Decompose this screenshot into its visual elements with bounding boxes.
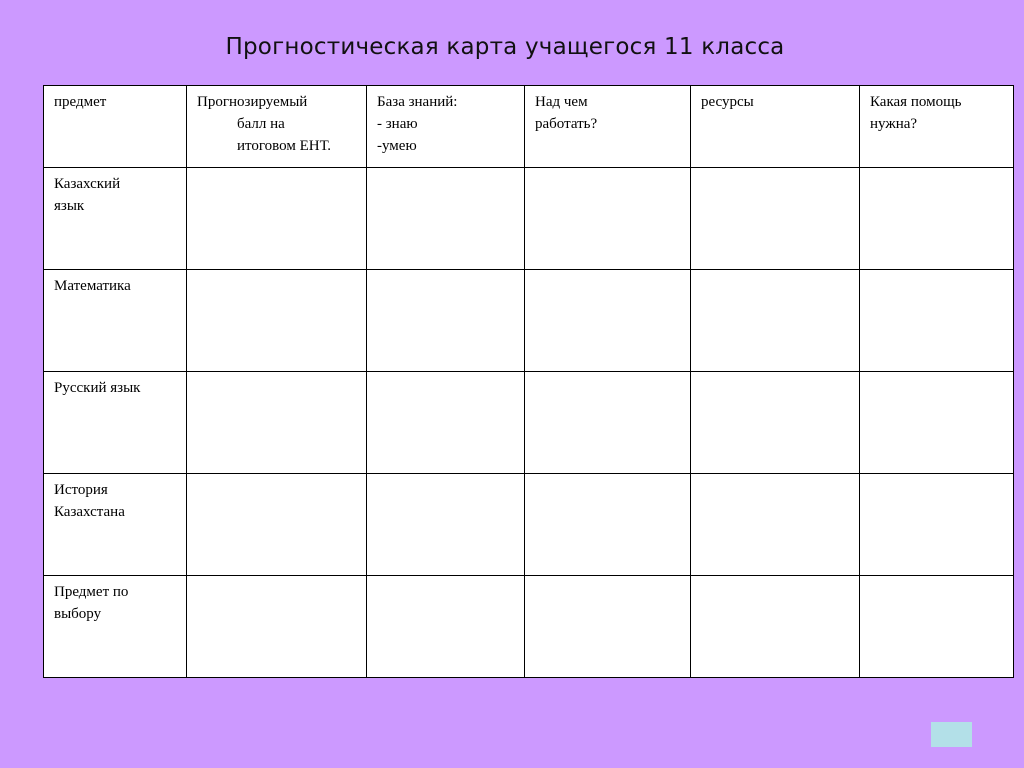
table-cell (187, 270, 367, 372)
table-cell (860, 270, 1014, 372)
row-subject-label: язык (54, 198, 85, 214)
header-predicted-score (187, 86, 367, 168)
row-subject-label: История (54, 482, 108, 498)
table-cell (691, 270, 860, 372)
next-slide-button[interactable] (931, 722, 972, 747)
table-cell (187, 576, 367, 678)
header-knowledge-base-label: База знаний: (377, 94, 458, 110)
row-subject-label: Русский язык (54, 380, 141, 396)
table-cell (525, 168, 691, 270)
row-subject (44, 270, 187, 372)
header-subject (44, 86, 187, 168)
row-subject-label: Казахский (54, 176, 121, 192)
table-row (44, 168, 1014, 270)
header-work-on-label: Над чем (535, 94, 588, 110)
slide-title: Прогностическая карта учащегося 11 класса (225, 34, 785, 60)
header-predicted-score-label: итоговом ЕНТ. (237, 138, 332, 154)
table-cell (187, 474, 367, 576)
table-cell (860, 474, 1014, 576)
row-subject (44, 168, 187, 270)
row-subject-label: Математика (54, 278, 131, 294)
table-row (44, 270, 1014, 372)
row-subject-label: Казахстана (54, 504, 125, 520)
table-cell (525, 576, 691, 678)
table-cell (367, 372, 525, 474)
table-cell (691, 576, 860, 678)
header-knowledge-item: - знаю (377, 116, 418, 132)
table-cell (367, 576, 525, 678)
header-predicted-score-label: балл на (237, 116, 285, 132)
forecast-table (43, 85, 1014, 678)
row-subject (44, 576, 187, 678)
header-subject-label: предмет (54, 94, 107, 110)
table-row (44, 372, 1014, 474)
table-cell (860, 576, 1014, 678)
header-resources-label: ресурсы (701, 94, 754, 110)
row-subject (44, 474, 187, 576)
table-row (44, 576, 1014, 678)
table-cell (367, 474, 525, 576)
header-knowledge-base (367, 86, 525, 168)
header-work-on (525, 86, 691, 168)
table-header-row (44, 86, 1014, 168)
table-cell (367, 168, 525, 270)
table-cell (525, 372, 691, 474)
table-cell (691, 168, 860, 270)
table-cell (860, 372, 1014, 474)
row-subject-label: выбору (54, 606, 102, 622)
table-cell (187, 168, 367, 270)
row-subject-label: Предмет по (54, 584, 129, 600)
table-cell (691, 372, 860, 474)
table-cell (691, 474, 860, 576)
row-subject (44, 372, 187, 474)
header-help-needed (860, 86, 1014, 168)
table-cell (367, 270, 525, 372)
header-help-needed-label: Какая помощь (870, 94, 962, 110)
header-resources (691, 86, 860, 168)
table-cell (525, 474, 691, 576)
header-knowledge-item: -умею (377, 138, 417, 154)
table-row (44, 474, 1014, 576)
table-cell (860, 168, 1014, 270)
header-help-needed-label: нужна? (870, 116, 918, 132)
table-cell (187, 372, 367, 474)
header-work-on-label: работать? (535, 116, 598, 132)
table-cell (525, 270, 691, 372)
header-predicted-score-label: Прогнозируемый (197, 94, 308, 110)
